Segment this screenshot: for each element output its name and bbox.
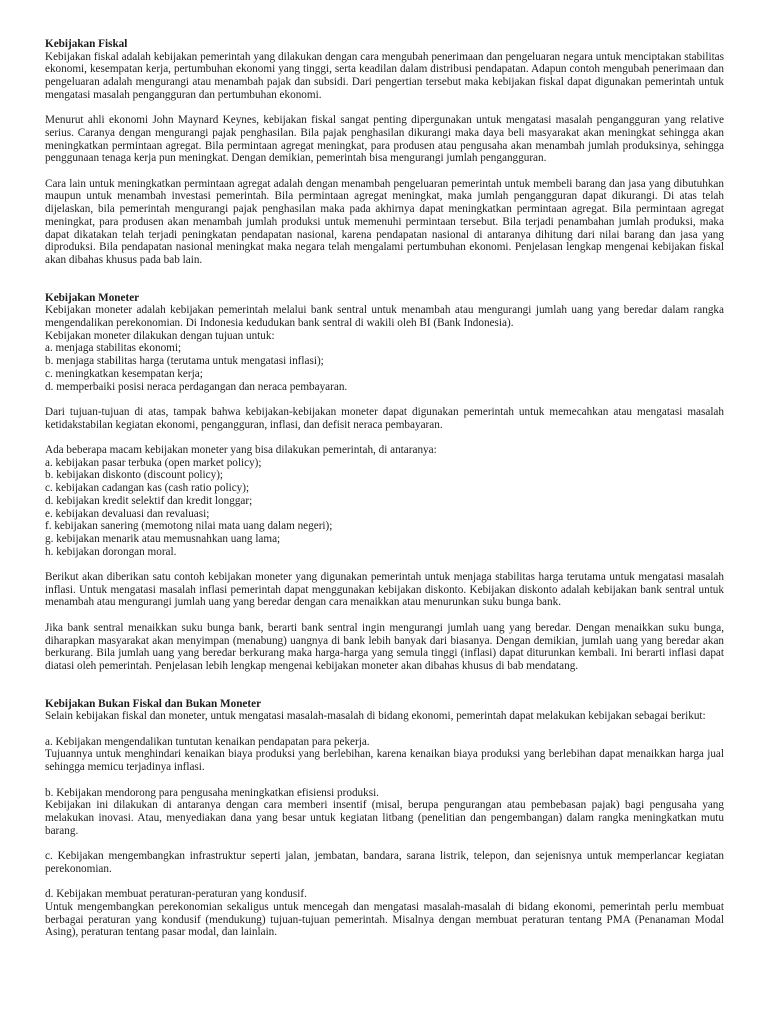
list-item: g. kebijakan menarik atau memusnahkan uang lama; — [45, 532, 281, 545]
list-item: e. kebijakan devaluasi dan revaluasi; — [45, 507, 210, 520]
section-heading: Kebijakan Bukan Fiskal dan Bukan Moneter — [45, 697, 262, 710]
list-item: d. memperbaiki posisi neraca perdagangan dan neraca pembayaran. — [45, 380, 348, 393]
paragraph: Berikut akan diberikan satu contoh kebijakan moneter yang digunakan pemerintah untuk menjaga stabilitas harga terutama untuk mengatasi masalah inflasi. Untuk mengatasi masalah inflasi pemerintah dapat menggunakan kebijakan diskonto. Kebijakan diskonto adalah kebijakan bank sentral untuk menambah atau mengurangi jumlah uang yang beredar dengan cara menaikkan atau menurunkan suku bunga bank. — [45, 571, 724, 609]
list-item: d. kebijakan kredit selektif dan kredit longgar; — [45, 494, 253, 507]
paragraph: Dari tujuan-tujuan di atas, tampak bahwa kebijakan-kebijakan moneter dapat digunakan pemerintah untuk memecahkan atau mengatasi masalah ketidakstabilan kegiatan ekonomi, pengangguran, inflasi, dan defisit neraca pembayaran. — [45, 405, 724, 431]
list-item: h. kebijakan dorongan moral. — [45, 545, 177, 558]
paragraph: c. Kebijakan mengembangkan infrastruktur seperti jalan, jembatan, bandara, sarana listrik, telepon, dan sejenisnya untuk memperlancar kegiatan perekonomian. — [45, 850, 724, 875]
list-intro: Ada beberapa macam kebijakan moneter yang bisa dilakukan pemerintah, di antaranya: — [45, 444, 437, 457]
section-heading: Kebijakan Fiskal — [45, 38, 128, 50]
list-item: b. menjaga stabilitas harga (terutama untuk mengatasi inflasi); — [45, 355, 324, 368]
section-heading: Kebijakan Moneter — [45, 291, 140, 304]
paragraph: Jika bank sentral menaikkan suku bunga bank, berarti bank sentral ingin mengurangi jumlah uang yang beredar. Dengan menaikkan suku bunga, diharapkan masyarakat akan menyimpan (menabung) uangnya di bank lebih banyak dari biasanya. Dengan demikian, jumlah uang yang beredar akan berkurang. Bila jumlah uang yang beredar berkurang maka harga-harga yang semula tinggi (inflasi) dapat diturunkan kembali. Ini berarti inflasi dapat diatasi oleh pemerintah. Penjelasan lebih lengkap mengenai kebijakan moneter akan dibahas khusus di bab mendatang. — [45, 621, 724, 672]
paragraph: Untuk mengembangkan perekonomian sekaligus untuk mencegah dan mengatasi masalah-masalah di bidang ekonomi, pemerintah perlu membuat berbagai peraturan yang kondusif (mendukung) tujuan-tujuan pemerintah. Misalnya dengan membuat peraturan tentang PMA (Penanaman Modal Asing), peraturan tentang pasar modal, dan lainlain. — [45, 900, 724, 939]
list-item: f. kebijakan sanering (memotong nilai mata uang dalam negeri); — [45, 520, 333, 533]
paragraph: Kebijakan moneter adalah kebijakan pemerintah melalui bank sentral untuk menambah atau mengurangi jumlah uang yang beredar dalam rangka mengendalikan perekonomian. Di Indonesia kedudukan bank sentral di wakili oleh BI (Bank Indonesia). — [45, 304, 724, 330]
list-item: b. kebijakan diskonto (discount policy); — [45, 469, 224, 482]
list-item: a. kebijakan pasar terbuka (open market policy); — [45, 456, 262, 469]
list-intro: Kebijakan moneter dilakukan dengan tujuan untuk: — [45, 329, 275, 342]
subsection-title: a. Kebijakan mengendalikan tuntutan kenaikan pendapatan para pekerja. — [45, 735, 370, 748]
subsection-title: d. Kebijakan membuat peraturan-peraturan yang kondusif. — [45, 888, 307, 901]
subsection-title: b. Kebijakan mendorong para pengusaha meningkatkan efisiensi produksi. — [45, 786, 379, 799]
section-kebijakan-bukan-fiskal-moneter — [45, 698, 724, 939]
paragraph: Cara lain untuk meningkatkan permintaan agregat adalah dengan menambah pengeluaran pemerintah untuk membeli barang dan jasa yang dibutuhkan maupun untuk menambah investasi pemerintah. Bila permintaan agregat meningkat, maka jumlah pengangguran dapat dikurangi. Di atas telah dijelaskan, bila pemerintah mengurangi pajak penghasilan maka pada akhirnya dapat meningkatkan permintaan agregat. Bila permintaan agregat meningkat, para produsen akan menambah jumlah produksi untuk memenuhi permintaan tersebut. Bila terjadi penambahan jumlah produksi, maka dapat dikatakan telah terjadi peningkatan pendapatan nasional, karena pendapatan nasional di antaranya dihitung dari nilai barang dan jasa yang diproduksi. Bila pendapatan nasional meningkat maka negara telah mengalami pertumbuhan ekonomi. Penjelasan lengkap mengenai kebijakan fiskal akan dibahas khusus pada bab lain. — [45, 177, 724, 266]
list-item: c. kebijakan cadangan kas (cash ratio policy); — [45, 482, 250, 495]
paragraph: Kebijakan ini dilakukan di antaranya dengan cara memberi insentif (misal, berupa pengurangan atau pembebasan pajak) bagi pengusaha yang melakukan inovasi. Atau, menyediakan dana yang besar untuk kegiatan litbang (penelitian dan pengembangan) dalam rangka meningkatkan mutu barang. — [45, 799, 724, 837]
paragraph: Kebijakan fiskal adalah kebijakan pemerintah yang dilakukan dengan cara mengubah penerimaan dan pengeluaran negara untuk menciptakan stabilitas ekonomi, kesempatan kerja, pertumbuhan ekonomi yang tinggi, serta keadilan dalam distribusi pendapatan. Adapun contoh mengubah penerimaan dan pengeluaran adalah mengurangi atau menambah pajak dan subsidi. Dari pengertian tersebut maka kebijakan fiskal dapat digunakan pemerintah untuk mengatasi masalah pengangguran dan pertumbuhan ekonomi. — [45, 50, 724, 101]
section-kebijakan-moneter — [45, 292, 724, 673]
paragraph: Tujuannya untuk menghindari kenaikan biaya produksi yang berlebihan, karena kenaikan biaya produksi yang berlebihan dapat menaikkan harga jual sehingga memicu terjadinya inflasi. — [45, 748, 724, 774]
list-item: c. meningkatkan kesempatan kerja; — [45, 367, 203, 380]
section-kebijakan-fiskal — [45, 38, 724, 267]
paragraph: Menurut ahli ekonomi John Maynard Keynes, kebijakan fiskal sangat penting dipergunakan untuk mengatasi masalah pengangguran yang relative serius. Caranya dengan mengurangi pajak penghasilan. Bila pajak penghasilan dikurangi maka daya beli masyarakat akan meningkat sehingga akan meningkatkan permintaan agregat. Bila permintaan agregat meningkat, para produsen atau pengusaha akan menambah jumlah produksinya, sehingga penggunaan tenaga kerja pun meningkat. Dengan demikian, pemerintah bisa mengurangi jumlah pengangguran. — [45, 114, 724, 165]
paragraph: Selain kebijakan fiskal dan moneter, untuk mengatasi masalah-masalah di bidang ekonomi, pemerintah dapat melakukan kebijakan sebagai berikut: — [45, 710, 706, 723]
list-item: a. menjaga stabilitas ekonomi; — [45, 342, 182, 355]
